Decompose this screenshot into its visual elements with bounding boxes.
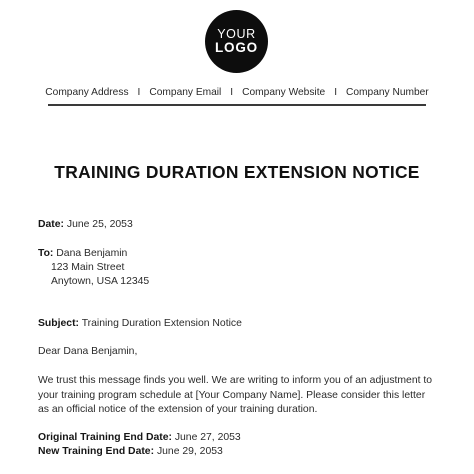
- company-logo: [205, 10, 268, 73]
- to-label: To:: [38, 248, 54, 259]
- document-title: TRAINING DURATION EXTENSION NOTICE: [54, 162, 420, 182]
- original-end-date-line: [38, 431, 241, 446]
- contact-separator: I: [137, 86, 141, 98]
- body-paragraph: We trust this message finds you well. We are writing to inform you of an adjustment to your training program schedule at [Your Company Name]. Please consider this letter as an official notice of the extension of your training duration.: [38, 375, 433, 415]
- company-website: Company Website: [242, 86, 326, 98]
- subject-value: Training Duration Extension Notice: [81, 318, 242, 329]
- date-line: [38, 218, 133, 233]
- salutation: Dear Dana Benjamin,: [38, 346, 138, 357]
- recipient-name-line: [38, 247, 127, 262]
- logo-text-top: YOUR: [217, 27, 256, 41]
- recipient-city: Anytown, USA 12345: [51, 276, 150, 287]
- new-end-date-line: [38, 445, 223, 460]
- recipient-name: Dana Benjamin: [56, 248, 128, 259]
- recipient-street: 123 Main Street: [51, 262, 125, 273]
- company-contact-bar: [45, 85, 429, 99]
- header-divider: [48, 104, 426, 106]
- new-end-date-label: New Training End Date:: [38, 446, 155, 457]
- contact-separator: I: [230, 86, 234, 98]
- company-address: Company Address: [45, 86, 129, 98]
- subject-line: [38, 317, 242, 332]
- company-email: Company Email: [149, 86, 222, 98]
- contact-separator: I: [334, 86, 338, 98]
- date-label: Date:: [38, 219, 64, 230]
- original-end-date-label: Original Training End Date:: [38, 432, 172, 443]
- subject-label: Subject:: [38, 318, 79, 329]
- logo-text-bottom: LOGO: [215, 40, 258, 55]
- new-end-date-value: June 29, 2053: [156, 446, 223, 457]
- company-number: Company Number: [346, 86, 429, 98]
- date-value: June 25, 2053: [66, 219, 133, 230]
- original-end-date-value: June 27, 2053: [174, 432, 241, 443]
